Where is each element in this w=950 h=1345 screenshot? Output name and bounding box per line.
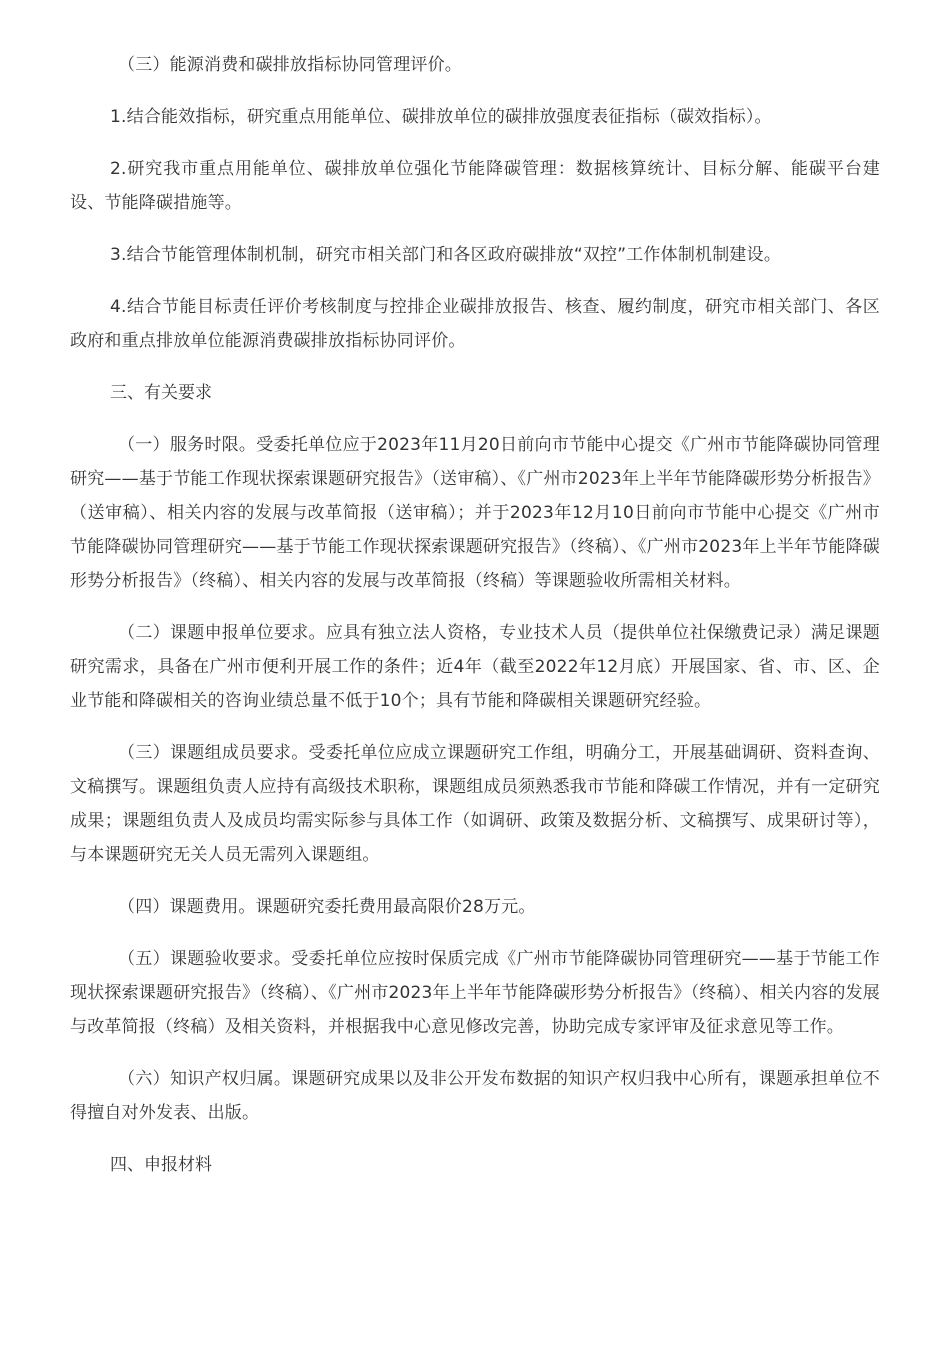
- paragraph-energy-carbon-evaluation: （三）能源消费和碳排放指标协同管理评价。: [118, 55, 462, 75]
- paragraph-applicant-requirements: （二）课题申报单位要求。应具有独立法人资格，专业技术人员（提供单位社保缴费记录）满足课题研究需求，具备在广州市便利开展工作的条件；近4年（截至2022年12月底）开展国家、省、市、区、企业节能和降碳相关的咨询业绩总量不低于10个；具有节能和降碳相关课题研究经验。: [70, 623, 880, 711]
- section-heading-requirements: 三、有关要求: [110, 383, 212, 403]
- paragraph-item-3: 3.结合节能管理体制机制，研究市相关部门和各区政府碳排放“双控”工作体制机制建设。: [110, 245, 782, 265]
- paragraph-item-4: 4.结合节能目标责任评价考核制度与控排企业碳排放报告、核查、履约制度，研究市相关部门、各区政府和重点排放单位能源消费碳排放指标协同评价。: [70, 297, 880, 351]
- paragraph-item-2: 2.研究我市重点用能单位、碳排放单位强化节能降碳管理：数据核算统计、目标分解、能碳平台建设、节能降碳措施等。: [70, 159, 880, 213]
- paragraph-ip-ownership: （六）知识产权归属。课题研究成果以及非公开发布数据的知识产权归我中心所有，课题承担单位不得擅自对外发表、出版。: [70, 1069, 880, 1123]
- paragraph-item-1: 1.结合能效指标，研究重点用能单位、碳排放单位的碳排放强度表征指标（碳效指标）。: [110, 107, 772, 127]
- paragraph-acceptance: （五）课题验收要求。受委托单位应按时保质完成《广州市节能降碳协同管理研究——基于节能工作现状探索课题研究报告》（终稿）、《广州市2023年上半年节能降碳形势分析报告》（终稿）、相关内容的发展与改革简报（终稿）及相关资料，并根据我中心意见修改完善，协助完成专家评审及征求意见等工作。: [70, 949, 880, 1037]
- section-heading-materials: 四、申报材料: [110, 1155, 212, 1175]
- paragraph-fee: （四）课题费用。课题研究委托费用最高限价28万元。: [118, 897, 536, 917]
- paragraph-team-requirements: （三）课题组成员要求。受委托单位应成立课题研究工作组，明确分工，开展基础调研、资料查询、文稿撰写。课题组负责人应持有高级技术职称，课题组成员须熟悉我市节能和降碳工作情况，并有一定研究成果；课题组负责人及成员均需实际参与具体工作（如调研、政策及数据分析、文稿撰写、成果研讨等），与本课题研究无关人员无需列入课题组。: [70, 743, 880, 865]
- paragraph-service-deadline: （一）服务时限。受委托单位应于2023年11月20日前向市节能中心提交《广州市节能降碳协同管理研究——基于节能工作现状探索课题研究报告》（送审稿）、《广州市2023年上半年节能降碳形势分析报告》（送审稿）、相关内容的发展与改革简报（送审稿）；并于2023年12月10日前向市节能中心提交《广州市节能降碳协同管理研究——基于节能工作现状探索课题研究报告》（终稿）、《广州市2023年上半年节能降碳形势分析报告》（终稿）、相关内容的发展与改革简报（终稿）等课题验收所需相关材料。: [70, 435, 880, 591]
